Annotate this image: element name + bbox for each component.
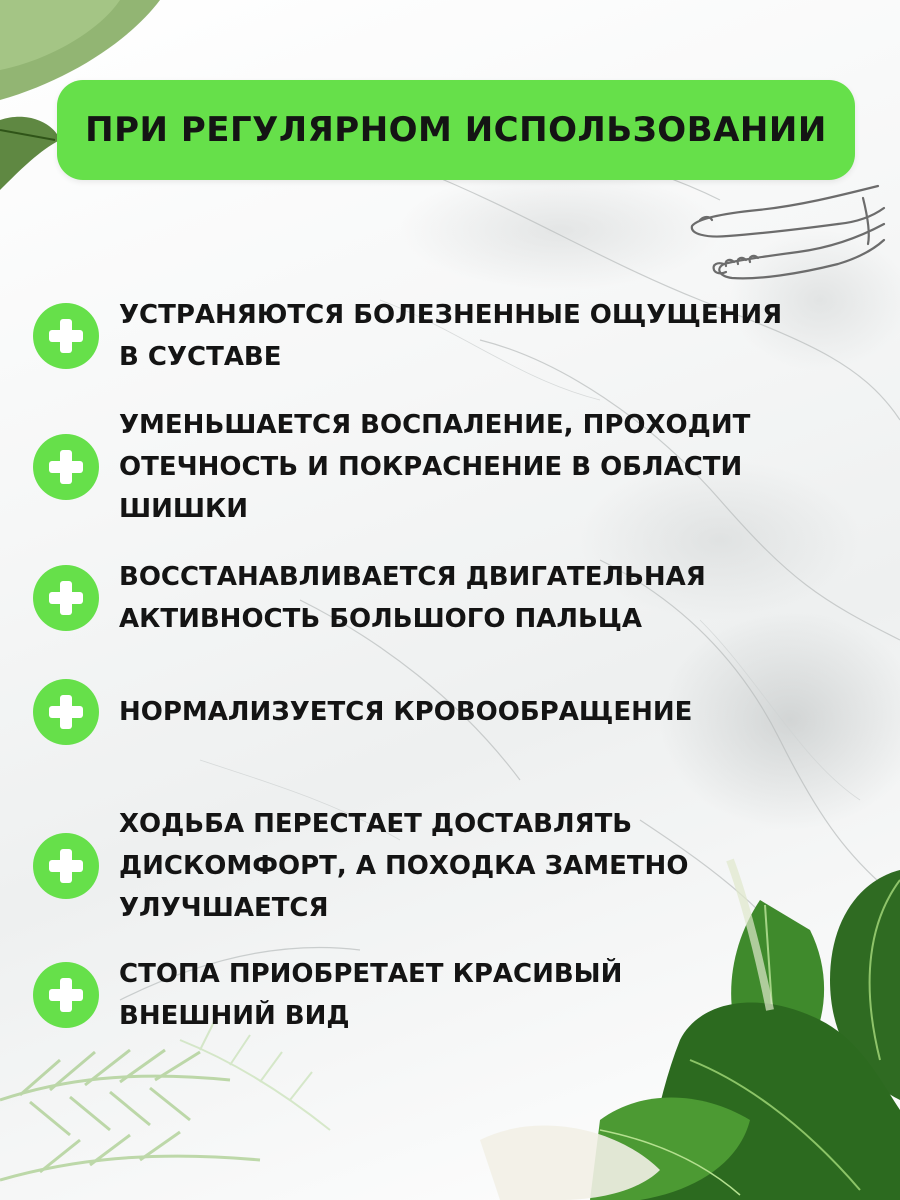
plus-icon (33, 962, 99, 1028)
benefit-text: УСТРАНЯЮТСЯ БОЛЕЗНЕННЫЕ ОЩУЩЕНИЯ В СУСТАВЕ (119, 300, 783, 372)
benefit-text: УМЕНЬШАЕТСЯ ВОСПАЛЕНИЕ, ПРОХОДИТ ОТЕЧНОСТЬ И ПОКРАСНЕНИЕ В ОБЛАСТИ ШИШКИ (119, 410, 751, 524)
benefit-item (33, 953, 853, 1037)
benefit-item (33, 294, 853, 378)
benefit-item (33, 556, 853, 640)
plus-icon (33, 679, 99, 745)
benefit-text: НОРМАЛИЗУЕТСЯ КРОВООБРАЩЕНИЕ (119, 697, 693, 727)
benefit-text: СТОПА ПРИОБРЕТАЕТ КРАСИВЫЙ ВНЕШНИЙ ВИД (119, 959, 623, 1031)
benefit-item (33, 404, 853, 530)
plus-icon (33, 434, 99, 500)
plus-icon (33, 565, 99, 631)
plus-icon (33, 303, 99, 369)
benefit-item (33, 803, 853, 929)
benefit-text: ХОДЬБА ПЕРЕСТАЕТ ДОСТАВЛЯТЬ ДИСКОМФОРТ, А ПОХОДКА ЗАМЕТНО УЛУЧШАЕТСЯ (119, 809, 689, 923)
plus-icon (33, 833, 99, 899)
page-title: ПРИ РЕГУЛЯРНОМ ИСПОЛЬЗОВАНИИ (85, 110, 827, 150)
benefit-item (33, 679, 853, 745)
benefit-text: ВОССТАНАВЛИВАЕТСЯ ДВИГАТЕЛЬНАЯ АКТИВНОСТЬ БОЛЬШОГО ПАЛЬЦА (119, 562, 706, 634)
